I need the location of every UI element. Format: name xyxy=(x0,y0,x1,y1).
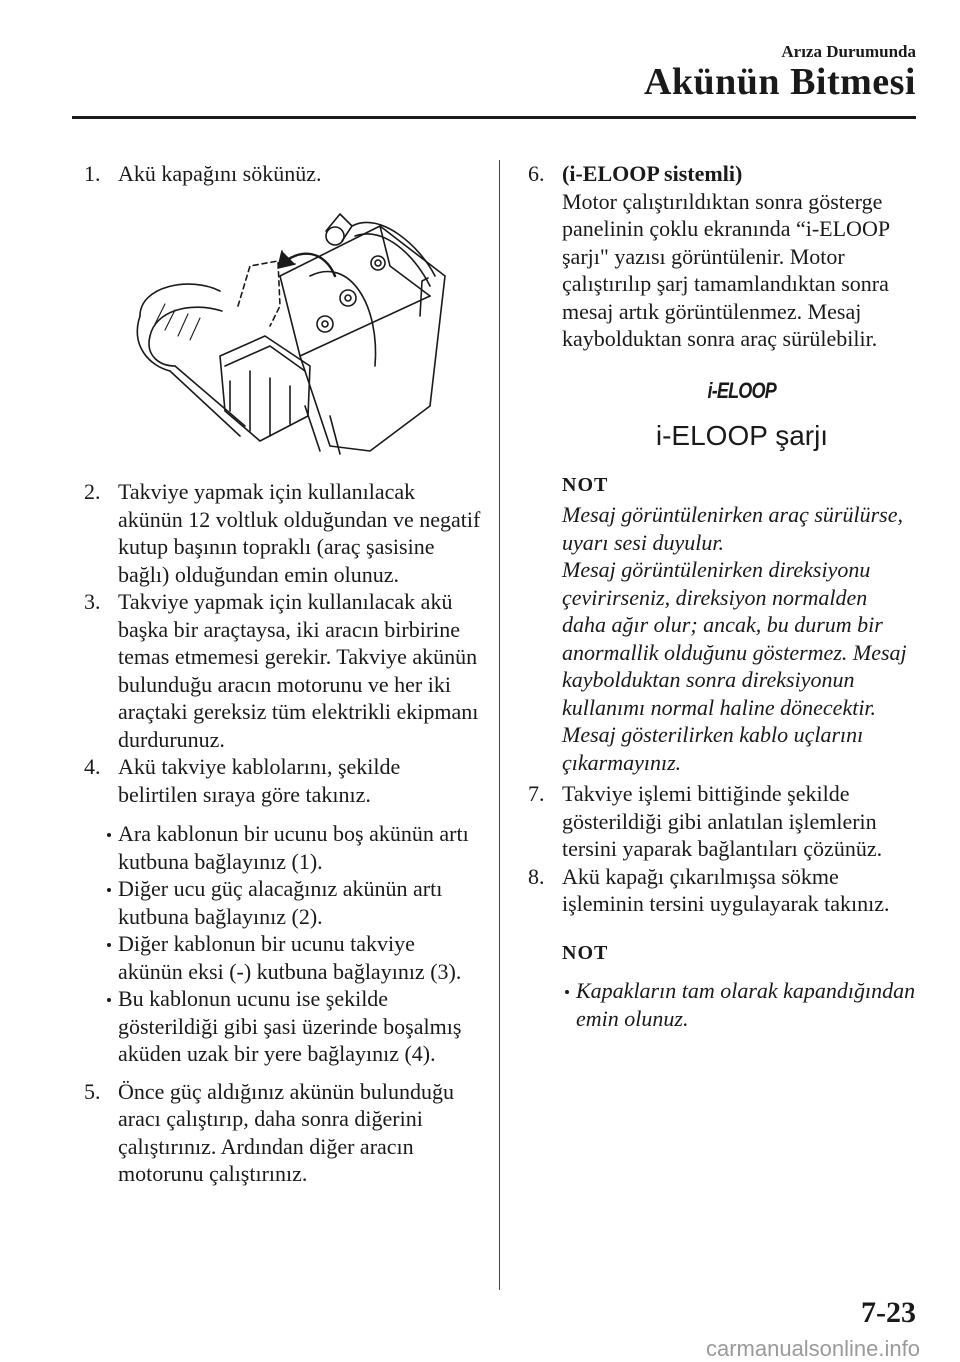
step-number: 8. xyxy=(528,863,545,889)
step-text: Takviye yapmak için kullanılacak akü başka bir araçtaysa, iki aracın birbirine temas etmemesi gerekir. Takviye akünün bulunduğu aracın motorunu ve her iki araçtaki gereksiz tüm elektrikli ekipmanı durdurunuz. xyxy=(118,589,479,752)
note-bullet-list xyxy=(562,977,916,1032)
bullet-icon xyxy=(104,985,118,1068)
bullet-icon xyxy=(562,977,576,1032)
bullet-text: Kapakların tam olarak kapandığından emin olunuz. xyxy=(576,978,916,1031)
step-text: Motor çalıştırıldıktan sonra gösterge panelinin çoklu ekranında “i-ELOOP şarjı" yazısı görüntülenir. Motor çalıştırılıp şarj tamamlandıktan sonra mesaj artık görüntülenmez. Mesaj kaybolduktan sonra araç sürülebilir. xyxy=(562,188,890,351)
list-item xyxy=(104,985,484,1068)
section-header: Arıza Durumunda xyxy=(781,42,916,61)
note-line: Mesaj görüntülenirken direksiyonu çevirirseniz, direksiyon normalden daha ağır olur; ancak, bu durum bir anormallik olduğunu göstermez. Mesaj kaybolduktan sonra direksiyonun kullanımı normal haline dönecektir. xyxy=(562,557,907,720)
page-number: 7-23 xyxy=(861,1296,916,1329)
bullet-icon xyxy=(104,820,118,875)
bullet-text: Diğer ucu güç alacağınız akünün artı kutbuna bağlayınız (2). xyxy=(118,876,443,929)
step-number: 5. xyxy=(84,1078,101,1104)
bullet-icon xyxy=(104,930,118,985)
bullet-icon xyxy=(104,875,118,930)
note-heading: NOT xyxy=(562,473,609,496)
step-8 xyxy=(528,863,916,918)
note-line: Mesaj gösterilirken kablo uçlarını çıkarmayınız. xyxy=(562,722,864,775)
step-text: Akü kapağını sökünüz. xyxy=(118,161,322,186)
step-number: 1. xyxy=(84,161,101,186)
connection-bullet-list xyxy=(104,820,484,1068)
step-number: 7. xyxy=(528,781,545,806)
battery-cover-illustration xyxy=(130,206,450,456)
eloop-logo: i-ELOOP xyxy=(707,377,777,403)
step-text: Akü kapağı çıkarılmışsa sökme işleminin tersini uygulayarak takınız. xyxy=(562,863,890,916)
list-item xyxy=(104,875,484,930)
left-column xyxy=(84,160,484,1188)
step-2 xyxy=(84,478,484,588)
eloop-charge-message: i-ELOOP şarjı xyxy=(655,420,829,451)
bullet-text: Bu kablonun ucunu ise şekilde gösterildiği gibi şasi üzerinde boşalmış aküden uzak bir yere bağlayınız (4). xyxy=(118,986,462,1066)
step-text: Akü takviye kablolarını, şekilde belirtilen sıraya göre takınız. xyxy=(118,754,401,807)
page-title: Akünün Bitmesi xyxy=(643,61,916,103)
step-3 xyxy=(84,588,484,753)
column-divider xyxy=(499,160,500,1290)
step-number: 4. xyxy=(84,754,101,779)
list-item xyxy=(562,977,916,1032)
watermark: carmanualsonline.info xyxy=(705,1336,920,1361)
step-1 xyxy=(84,160,484,188)
list-item xyxy=(104,930,484,985)
step-7 xyxy=(528,780,916,863)
eloop-display xyxy=(528,377,916,450)
note-heading: NOT xyxy=(562,941,609,964)
step-title: (i-ELOOP sistemli) xyxy=(562,161,743,186)
step-text: Takviye yapmak için kullanılacak akünün 12 voltluk olduğundan ve negatif kutup başının topraklı (araç şasisine bağlı) olduğundan emin olunuz. xyxy=(118,479,481,587)
step-6 xyxy=(528,160,916,353)
step-text: Önce güç aldığınız akünün bulunduğu aracı çalıştırıp, daha sonra diğerini çalıştırınız. Ardından diğer aracın motorunu çalıştırınız. xyxy=(118,1078,455,1186)
list-item xyxy=(104,820,484,875)
header-rule xyxy=(72,116,916,119)
bullet-text: Diğer kablonun bir ucunu takviye akünün eksi (-) kutbuna bağlayınız (3). xyxy=(118,931,462,984)
step-number: 6. xyxy=(528,161,545,186)
step-number: 3. xyxy=(84,589,101,614)
bullet-text: Ara kablonun bir ucunu boş akünün artı kutbuna bağlayınız (1). xyxy=(118,821,469,874)
step-text: Takviye işlemi bittiğinde şekilde gösterildiği gibi anlatılan işlemlerin tersini yaparak bağlantıları çözünüz. xyxy=(562,781,883,861)
right-column xyxy=(528,160,916,1032)
step-5 xyxy=(84,1078,484,1188)
note-body xyxy=(562,501,916,776)
note-line: Mesaj görüntülenirken araç sürülürse, uyarı sesi duyulur. xyxy=(562,502,903,555)
step-4 xyxy=(84,753,484,808)
step-number: 2. xyxy=(84,479,101,504)
